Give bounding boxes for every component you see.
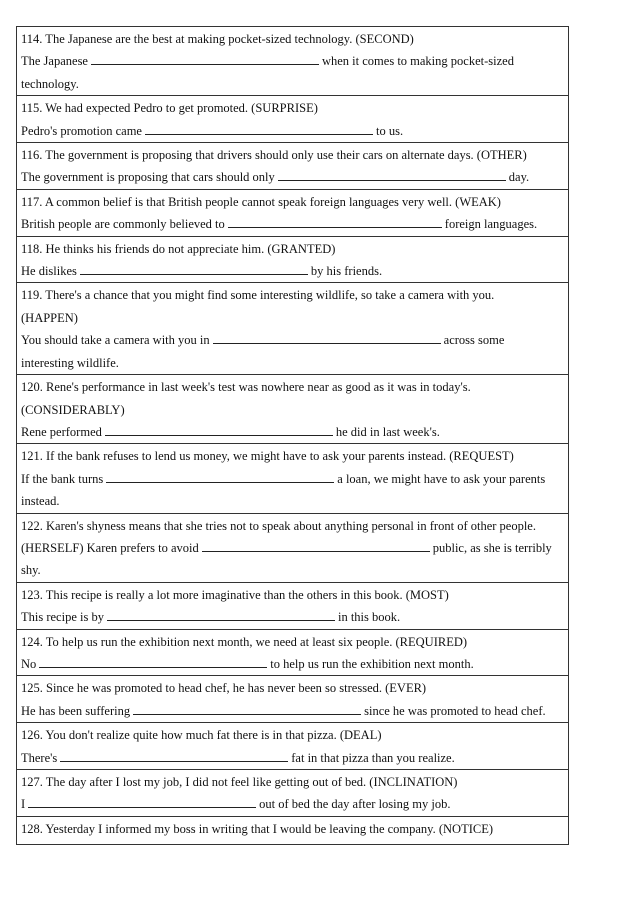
question: 117. A common belief is that British people cannot speak foreign languages very well. (WEAK) [21,194,501,209]
question: 120. Rene's performance in last week's test was nowhere near as good as it was in today's. [21,380,471,395]
question: 114. The Japanese are the best at making pocket-sized technology. (SECOND) [21,32,414,46]
answer-after: to us. [375,123,404,138]
question: 126. You don't realize quite how much fat there is in that pizza. (DEAL) [21,728,382,743]
answer-line [21,120,564,142]
answer-line [21,329,564,351]
answer-before: (HERSELF) Karen prefers to avoid [21,540,199,555]
answer-blank[interactable] [213,332,441,344]
answer-after: since he was promoted to head chef. [364,703,546,718]
answer-line [21,606,564,628]
answer-continuation: interesting wildlife. [21,355,119,370]
question: 122. Karen's shyness means that she tries not to speak about anything personal in front of other people. [21,518,536,533]
answer-after: fat in that pizza than you realize. [291,750,455,765]
item-119 [17,283,568,375]
answer-after: he did in last week's. [335,424,440,439]
question: 124. To help us run the exhibition next month, we need at least six people. (REQUIRED) [21,634,468,649]
answer-blank[interactable] [133,703,361,715]
answer-blank[interactable] [107,609,335,621]
answer-continuation: technology. [21,76,79,91]
answer-continuation: instead. [21,494,60,509]
answer-line [21,793,564,815]
item-124 [17,630,568,677]
answer-line [21,747,564,769]
answer-after: day. [508,170,530,185]
item-123 [17,583,568,630]
question: 127. The day after I lost my job, I did not feel like getting out of bed. (INCLINATION) [21,775,458,789]
answer-blank[interactable] [228,216,442,228]
question: 121. If the bank refuses to lend us money, we might have to ask your parents instead. (REQUEST) [21,449,514,464]
exercise-sheet [16,26,569,845]
item-126 [17,723,568,770]
answer-after: to help us run the exhibition next month. [270,656,474,671]
answer-before: Rene performed [21,424,102,439]
answer-after: by his friends. [310,264,383,279]
answer-line [21,260,564,282]
answer-before: I [21,797,26,812]
answer-before: Pedro's promotion came [21,123,142,138]
answer-before: There's [21,750,58,765]
question: 118. He thinks his friends do not appreciate him. (GRANTED) [21,241,336,256]
answer-line [21,537,564,559]
answer-line [21,50,564,72]
answer-before: He dislikes [21,264,77,279]
answer-blank[interactable] [39,656,267,668]
answer-blank[interactable] [60,750,288,762]
answer-after: across some [443,333,505,348]
answer-line [21,468,564,490]
answer-continuation: shy. [21,563,41,578]
item-127 [17,770,568,817]
answer-after: public, as she is terribly [432,540,552,555]
item-114 [17,27,568,96]
item-120 [17,375,568,444]
item-128 [17,817,568,844]
answer-after: out of bed the day after losing my job. [259,797,451,812]
answer-line [21,213,564,235]
question: 123. This recipe is really a lot more imaginative than the others in this book. (MOST) [21,587,449,602]
answer-blank[interactable] [105,424,333,436]
answer-before: You should take a camera with you in [21,333,210,348]
item-115 [17,96,568,143]
answer-before: British people are commonly believed to [21,217,225,232]
question: 115. We had expected Pedro to get promoted. (SURPRISE) [21,101,318,116]
answer-blank[interactable] [28,796,256,808]
answer-before: He has been suffering [21,703,131,718]
answer-after: a loan, we might have to ask your parents [337,471,546,486]
answer-blank[interactable] [106,471,334,483]
question-continuation: (CONSIDERABLY) [21,402,125,417]
answer-after: in this book. [337,610,401,625]
answer-after: foreign languages. [444,217,538,232]
answer-before: The government is proposing that cars should only [21,170,275,185]
question: 116. The government is proposing that drivers should only use their cars on alternate days. (OTHER) [21,148,527,163]
question: 125. Since he was promoted to head chef, he has never been so stressed. (EVER) [21,681,427,696]
answer-line [21,700,564,722]
answer-blank[interactable] [91,53,319,65]
answer-blank[interactable] [145,123,373,135]
item-122 [17,514,568,583]
question: 119. There's a chance that you might find some interesting wildlife, so take a camera with you. [21,288,495,303]
item-125 [17,676,568,723]
answer-before: The Japanese [21,54,88,69]
answer-after: when it comes to making pocket-sized [321,54,514,69]
answer-blank[interactable] [80,263,308,275]
question: 128. Yesterday I informed my boss in writing that I would be leaving the company. (NOTICE) [21,821,494,836]
answer-blank[interactable] [278,169,506,181]
item-121 [17,444,568,513]
item-116 [17,143,568,190]
answer-before: If the bank turns [21,471,104,486]
question-continuation: (HAPPEN) [21,310,78,325]
answer-line [21,166,564,188]
item-118 [17,237,568,284]
answer-blank[interactable] [202,540,430,552]
answer-line [21,421,564,443]
answer-before: This recipe is by [21,610,104,625]
answer-before: No [21,656,37,671]
item-117 [17,190,568,237]
answer-line [21,653,564,675]
